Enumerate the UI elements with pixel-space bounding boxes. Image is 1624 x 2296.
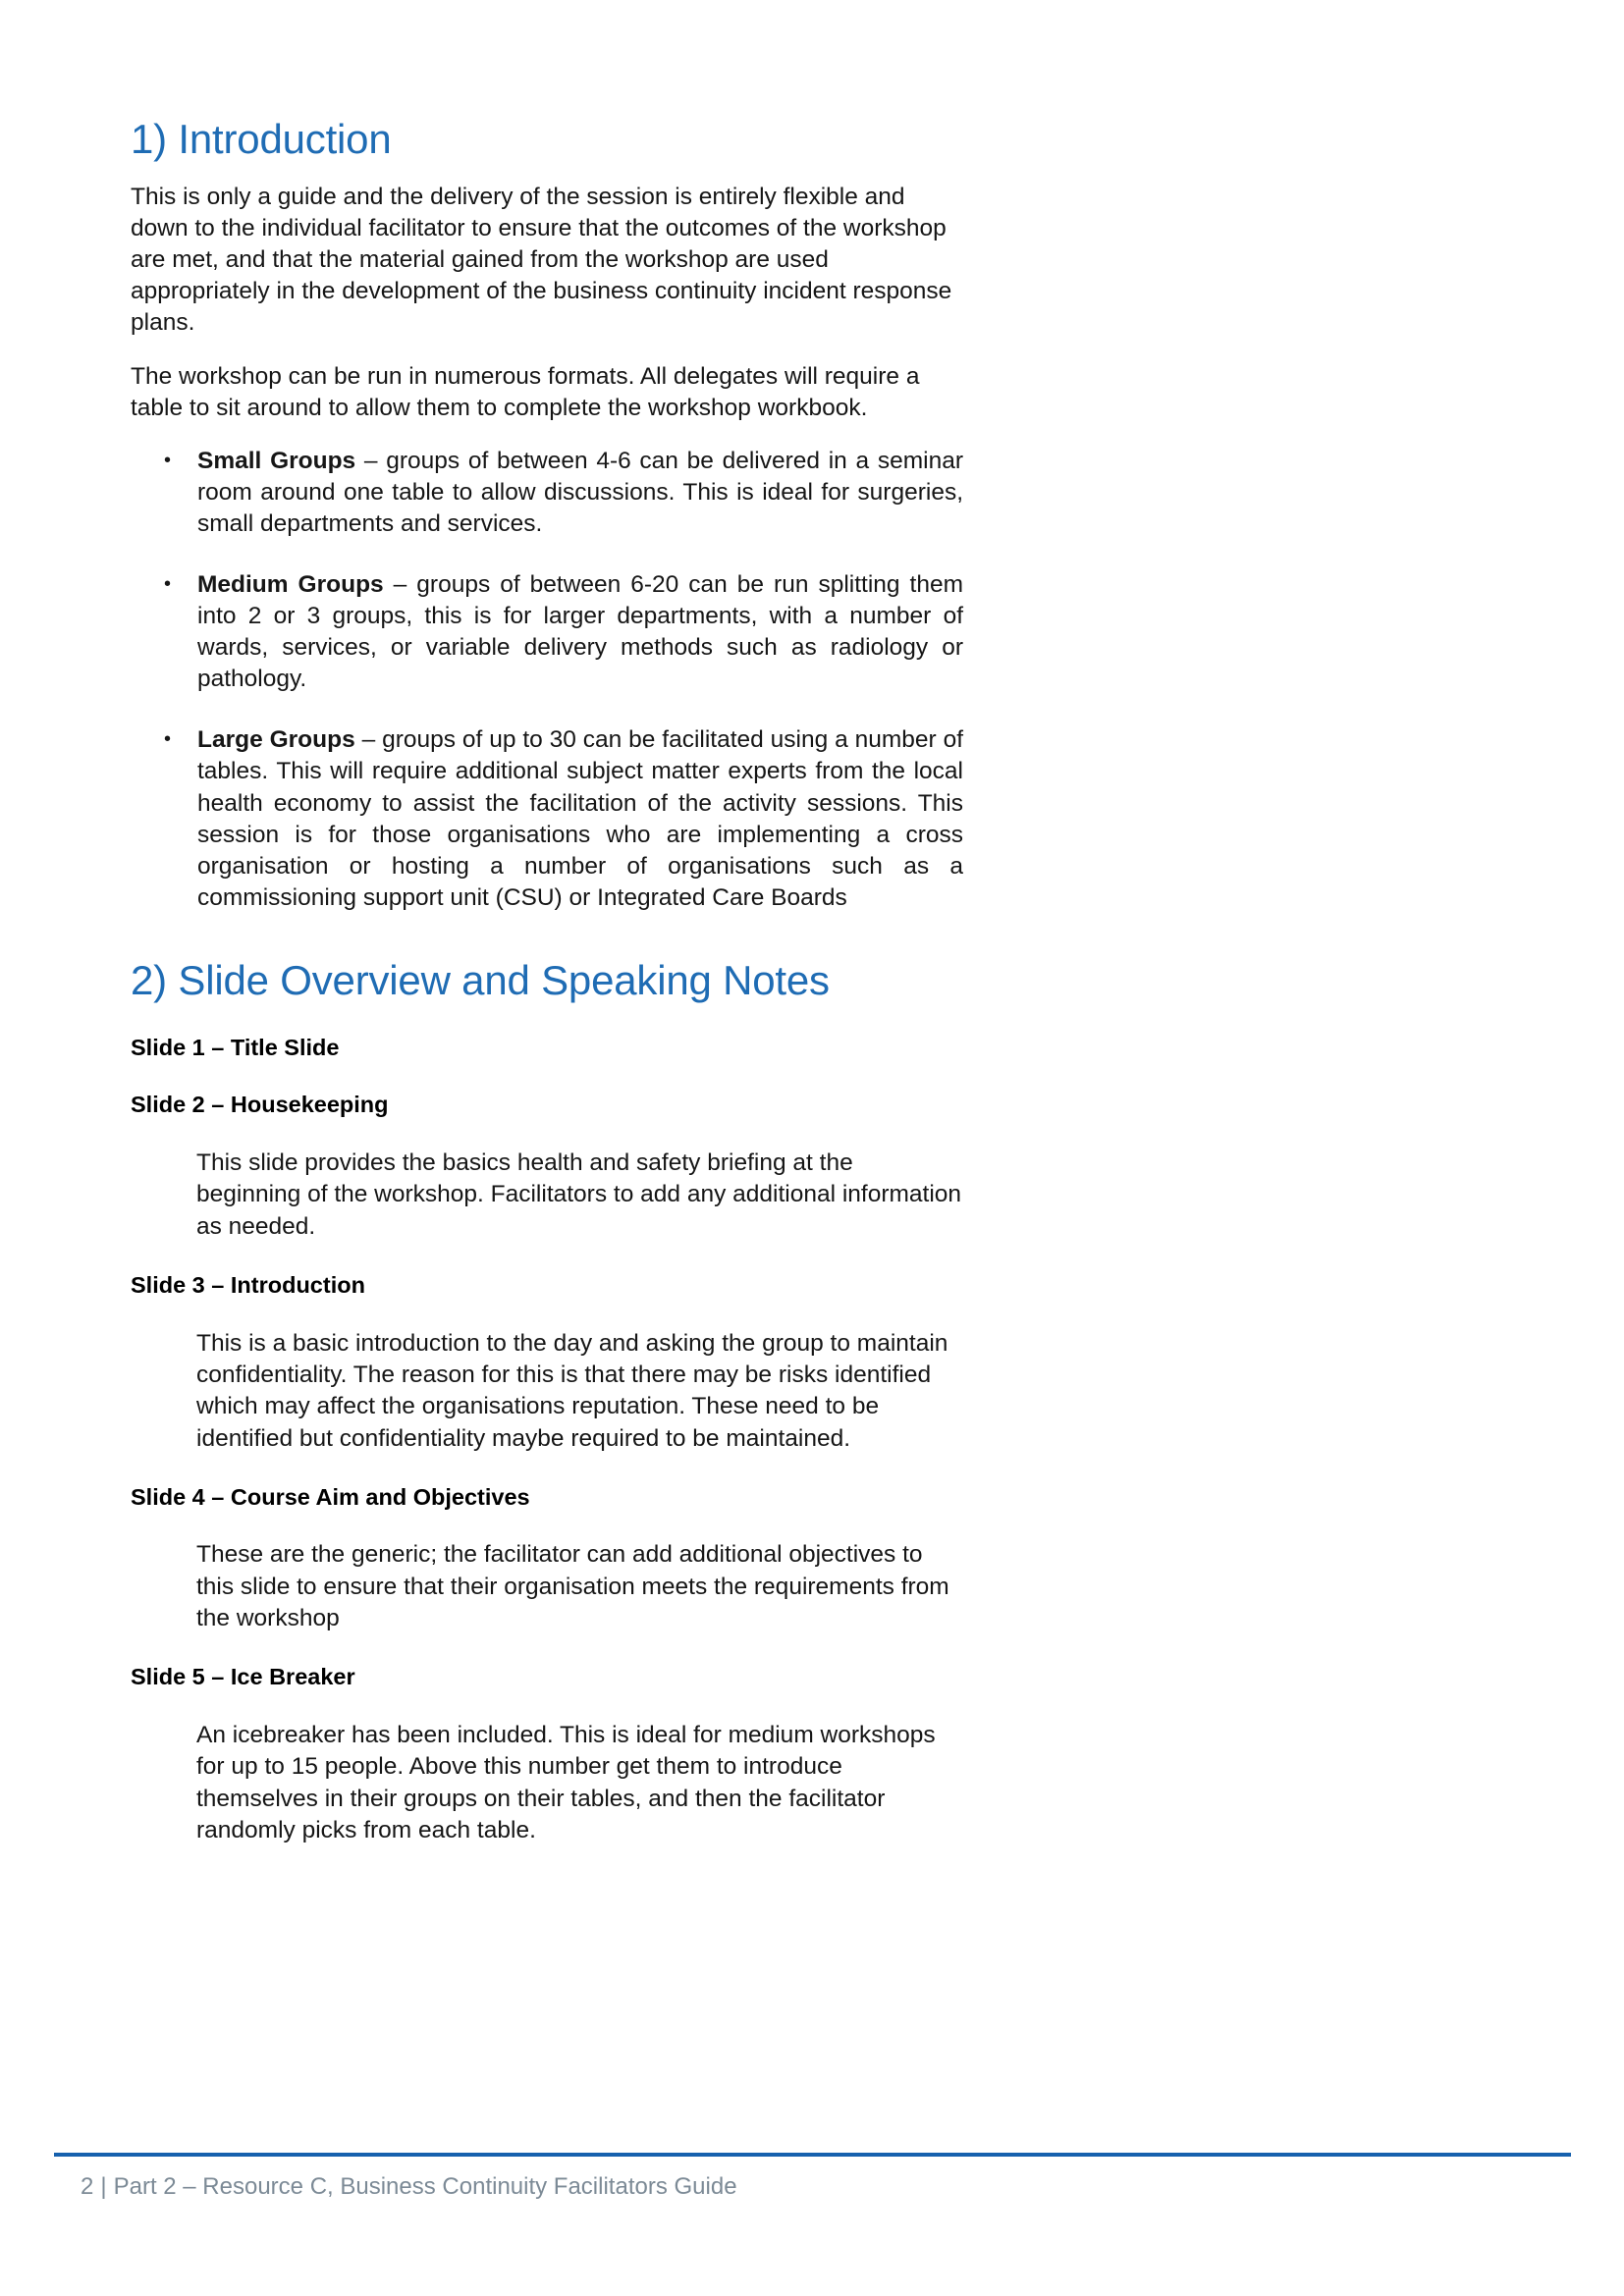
bullet-icon: • (164, 728, 172, 751)
list-item-lead: Medium Groups (197, 570, 384, 598)
page-content (131, 116, 963, 1874)
slide-heading-4: Slide 4 – Course Aim and Objectives (131, 1483, 530, 1510)
list-item-text: – groups of between 6-20 can be run splitting them into 2 or 3 groups, this is for larger departments, with a number of wards, services, or variable delivery methods such as radiology or pathology. (197, 570, 963, 693)
footer-divider (54, 2153, 1571, 2157)
slide-heading-5: Slide 5 – Ice Breaker (131, 1664, 355, 1690)
intro-paragraph-2: The workshop can be run in numerous formats. All delegates will require a table to sit around to allow them to complete the workshop workbook. (131, 362, 920, 421)
list-item-lead: Large Groups (197, 726, 355, 754)
slide-heading-3: Slide 3 – Introduction (131, 1272, 365, 1299)
slide-note-4: These are the generic; the facilitator can add additional objectives to this slide to ensure that their organisation meets the requirements from the workshop (196, 1541, 949, 1632)
group-format-list (131, 446, 963, 914)
slide-note-5: An icebreaker has been included. This is ideal for medium workshops for up to 15 people. Above this number get them to introduce themselves in their groups on their tables, and then the facilitator randomly picks from each table. (196, 1721, 936, 1843)
section-heading-slide-overview: 2) Slide Overview and Speaking Notes (131, 956, 830, 1003)
section-heading-introduction: 1) Introduction (131, 116, 392, 162)
slide-note-2: This slide provides the basics health and safety briefing at the beginning of the workshop. Facilitators to add any additional information as needed. (196, 1149, 962, 1240)
list-item (131, 446, 963, 540)
list-item (131, 569, 963, 695)
page-footer (54, 2153, 1571, 2202)
footer-title: Part 2 – Resource C, Business Continuity Facilitators Guide (113, 2173, 737, 2201)
slide-heading-2: Slide 2 – Housekeeping (131, 1092, 389, 1118)
list-item-lead: Small Groups (197, 447, 356, 474)
slide-heading-1: Slide 1 – Title Slide (131, 1034, 340, 1060)
list-item-text: – groups of between 4-6 can be delivered in a seminar room around one table to allow discussions. This is ideal for surgeries, small departments and services. (197, 447, 963, 537)
footer-separator: | (100, 2173, 107, 2201)
bullet-icon: • (164, 449, 172, 471)
intro-paragraph-1: This is only a guide and the delivery of the session is entirely flexible and down to the individual facilitator to ensure that the outcomes of the workshop are met, and that the material gained from the workshop are used appropriately in the development of the business continuity incident response plans. (131, 184, 952, 337)
footer-content (54, 2173, 1571, 2202)
bullet-icon: • (164, 572, 172, 595)
list-item (131, 724, 963, 914)
slide-note-3: This is a basic introduction to the day and asking the group to maintain confidentiality. The reason for this is that there may be risks identified which may affect the organisations reputation. These need to be identified but confidentiality maybe required to be maintained. (196, 1329, 948, 1452)
page-number: 2 (81, 2173, 94, 2201)
list-item-text: – groups of up to 30 can be facilitated using a number of tables. This will require additional subject matter experts from the local health economy to assist the facilitation of the activity sessions. This session is for those organisations who are implementing a cross organisation or hosting a number of organisations such as a commissioning support unit (CSU) or Integrated Care Boards (197, 726, 963, 911)
